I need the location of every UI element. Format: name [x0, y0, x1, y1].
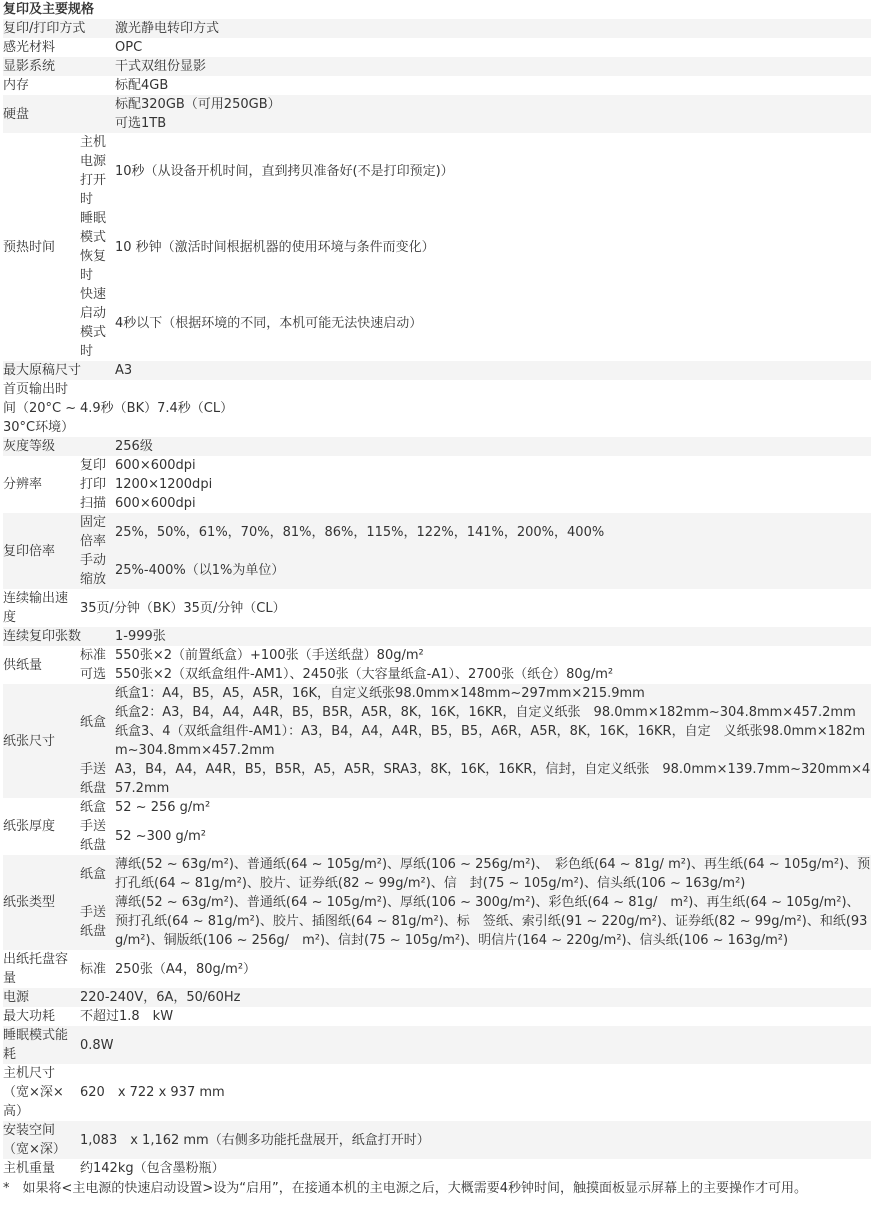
label-photo: 感光材料	[3, 40, 56, 55]
label-method: 复印/打印方式	[3, 19, 115, 38]
value-paper-size-bypass: A3，B4，A4，A4R，B5，B5R，A5，A5R，SRA3，8K，16K，16KR，信封，自定义纸张 98.0mm×139.7mm~320mm×457.2mm	[115, 762, 871, 796]
row-paper-type-2	[3, 893, 871, 950]
label-paper-size: 纸张尺寸	[3, 684, 80, 798]
sub-paper-size-bypass: 手送纸盘	[80, 760, 115, 798]
row-dimensions	[3, 1064, 871, 1121]
value-count: 1-999张	[115, 627, 871, 646]
footnote: * 如果将<主电源的快速启动设置>设为“启用”，在接通本机的主电源之后，大概需要4秒钟时间，触摸面板显示屏幕上的主要操作才可用。	[3, 1181, 808, 1196]
paper-size-tray-3-4: 纸盒3、4（双纸盒组件-AM1）：A3，B4，A4，A4R，B5，B5，A6R，A5R，8K，16K，16KR，自定 义纸张98.0mm×182mm~304.8mm×457.2mm	[115, 724, 866, 758]
row-warmup-1	[3, 133, 871, 209]
value-resolution-copy: 600×600dpi	[115, 458, 196, 473]
paper-size-tray-2: 纸盒2：A3，B4，A4，A4R，B5，B5R，A5R，8K，16K，16KR，自定义纸张 98.0mm×182mm~304.8mm×457.2mm	[115, 705, 856, 720]
row-paper-size-1	[3, 684, 871, 760]
value-gray: 256级	[115, 437, 871, 456]
row-thickness-2	[3, 817, 871, 855]
row-gray	[3, 437, 871, 456]
label-disk: 硬盘	[3, 95, 115, 133]
label-weight: 主机重量	[3, 1161, 56, 1176]
value-disk	[115, 95, 871, 133]
row-resolution-3	[3, 494, 871, 513]
label-count: 连续复印张数	[3, 627, 115, 646]
sub-capacity-standard: 标准	[80, 648, 107, 663]
row-sleep-power	[3, 1026, 871, 1064]
label-gray: 灰度等级	[3, 437, 115, 456]
sub-paper-size-tray: 纸盒	[80, 684, 115, 760]
value-sleep-power: 0.8W	[80, 1026, 871, 1064]
row-resolution-2	[3, 475, 871, 494]
row-disk	[3, 95, 871, 133]
row-max-original	[3, 361, 871, 380]
value-output-tray: 250张（A4，80g/m²）	[115, 961, 257, 977]
value-capacity-option: 550张×2（双纸盒组件-AM1）、2450张（大容量纸盒-A1）、2700张（纸仓）80g/m²	[115, 667, 614, 682]
label-sleep-power: 睡眠模式能耗	[3, 1026, 80, 1064]
value-thickness-bypass: 52 ~300 g/m²	[115, 828, 207, 844]
sub-thickness-tray: 纸盒	[80, 800, 107, 815]
row-speed	[3, 589, 871, 627]
row-photo	[3, 38, 871, 57]
spec-table	[3, 0, 871, 1178]
value-memory: 标配4GB	[115, 78, 169, 93]
row-warmup-2	[3, 209, 871, 285]
label-capacity: 供纸量	[3, 657, 43, 673]
value-warmup-sleep: 10 秒钟（激活时间根据机器的使用环境与条件而变化）	[115, 239, 435, 255]
value-first-copy: 4.9秒（BK）7.4秒（CL）	[80, 401, 234, 416]
value-warmup-quick: 4秒以下（根据环境的不同，本机可能无法快速启动）	[115, 315, 423, 331]
paper-size-tray-1: 纸盒1：A4，B5，A5，A5R，16K，自定义纸张98.0mm×148mm~297mm×215.9mm	[115, 686, 645, 701]
label-dimensions: 主机尺寸（宽×深×高）	[3, 1066, 64, 1119]
label-max-original: 最大原稿尺寸	[3, 361, 115, 380]
value-dimensions: 620 x 722 x 937 mm	[80, 1085, 225, 1100]
disk-standard: 标配320GB（可用250GB）	[115, 97, 281, 112]
value-method: 激光静电转印方式	[115, 19, 871, 38]
label-max-power: 最大功耗	[3, 1009, 56, 1024]
sub-thickness-bypass: 手送纸盘	[80, 819, 107, 853]
value-capacity-standard: 550张×2（前置纸盒）+100张（手送纸盘）80g/m²	[115, 648, 424, 663]
value-ratio-manual: 25%-400%（以1%为单位）	[115, 551, 871, 589]
label-resolution: 分辨率	[3, 477, 43, 492]
disk-option: 可选1TB	[115, 116, 167, 131]
sub-capacity-option: 可选	[80, 667, 107, 682]
row-output-tray	[3, 950, 871, 988]
sub-resolution-copy: 复印	[80, 458, 107, 473]
sub-ratio-manual: 手动缩放	[80, 551, 115, 589]
row-first-copy	[3, 380, 871, 437]
value-paper-size-tray	[115, 684, 871, 760]
row-develop	[3, 57, 871, 76]
value-speed: 35页/分钟（BK）35页/分钟（CL）	[80, 600, 286, 616]
value-paper-type-bypass: 薄纸(52 ~ 63g/m²)、普通纸(64 ~ 105g/m²)、厚纸(106 ~ 300g/m²)、彩色纸(64 ~ 81g/ m²)、再生纸(64 ~ 105g/m²)、预打孔纸(64 ~ 81g/m²)、胶片、插图纸(64 ~ 81g/m²)、标 签纸、索引纸(91 ~ 220g/m²)、证券纸(82 ~ 99g/m²)、和纸(93g/m²)、铜版纸(106 ~ 256g/ m²)、信封(75 ~ 105g/m²)、明信片(164 ~ 220g/m²)、信头纸(106 ~ 163g/m²)	[115, 893, 871, 950]
row-resolution-1	[3, 456, 871, 475]
row-thickness-1	[3, 798, 871, 817]
label-output-tray: 出纸托盘容量	[3, 952, 69, 986]
row-memory	[3, 76, 871, 95]
sub-warmup-sleep: 睡眠模式恢复时	[80, 211, 107, 283]
section-title: 复印及主要规格	[3, 2, 95, 17]
row-warmup-3	[3, 285, 871, 361]
row-max-power	[3, 1007, 871, 1026]
row-paper-size-2	[3, 760, 871, 798]
row-count	[3, 627, 871, 646]
value-thickness-tray: 52 ~ 256 g/m²	[115, 800, 211, 815]
value-power: 220-240V，6A，50/60Hz	[80, 988, 871, 1007]
value-photo: OPC	[115, 40, 143, 55]
row-weight	[3, 1159, 871, 1178]
label-memory: 内存	[3, 78, 30, 93]
value-install: 1,083 x 1,162 mm（右侧多功能托盘展开，纸盒打开时）	[80, 1121, 871, 1159]
label-ratio: 复印倍率	[3, 513, 80, 589]
sub-resolution-scan: 扫描	[80, 496, 107, 511]
value-paper-type-tray: 薄纸(52 ~ 63g/m²)、普通纸(64 ~ 105g/m²)、厚纸(106 ~ 256g/m²)、 彩色纸(64 ~ 81g/ m²)、再生纸(64 ~ 105g/m²)、预打孔纸(64 ~ 81g/m²)、胶片、证券纸(82 ~ 99g/m²)、信 封(75 ~ 105g/m²)、信头纸(106 ~ 163g/m²)	[115, 857, 871, 891]
value-develop: 干式双组份显影	[115, 57, 871, 76]
value-resolution-scan: 600×600dpi	[115, 496, 196, 511]
label-develop: 显影系统	[3, 57, 115, 76]
sub-ratio-fixed: 固定倍率	[80, 513, 115, 551]
label-power: 电源	[3, 988, 80, 1007]
label-paper-type: 纸张类型	[3, 855, 80, 950]
value-max-original: A3	[115, 361, 871, 380]
value-max-power: 不超过1.8 kW	[80, 1009, 174, 1024]
row-power	[3, 988, 871, 1007]
sub-paper-type-tray: 纸盒	[80, 855, 115, 893]
value-resolution-print: 1200×1200dpi	[115, 477, 213, 492]
row-paper-type-1	[3, 855, 871, 893]
sub-resolution-print: 打印	[80, 477, 107, 492]
row-install	[3, 1121, 871, 1159]
row-capacity-2	[3, 665, 871, 684]
label-speed: 连续输出速度	[3, 591, 69, 625]
row-capacity-1	[3, 646, 871, 665]
value-weight: 约142kg（包含墨粉瓶）	[80, 1161, 225, 1176]
row-ratio-1	[3, 513, 871, 551]
value-warmup-power-on: 10秒（从设备开机时间，直到拷贝准备好(不是打印预定)）	[115, 163, 454, 179]
sub-output-tray: 标准	[80, 961, 107, 977]
label-first-copy: 首页输出时间（20°C ~ 30°C环境）	[3, 382, 77, 435]
sub-paper-type-bypass: 手送纸盘	[80, 893, 115, 950]
label-install: 安装空间（宽×深）	[3, 1121, 80, 1159]
label-warmup: 预热时间	[3, 239, 56, 255]
sub-warmup-power-on: 主机电源打开时	[80, 135, 107, 207]
label-thickness: 纸张厚度	[3, 819, 56, 834]
sub-warmup-quick: 快速启动模式时	[80, 287, 107, 359]
value-ratio-fixed: 25%，50%，61%，70%，81%，86%，115%，122%，141%，200%，400%	[115, 513, 871, 551]
row-method	[3, 19, 871, 38]
row-ratio-2	[3, 551, 871, 589]
